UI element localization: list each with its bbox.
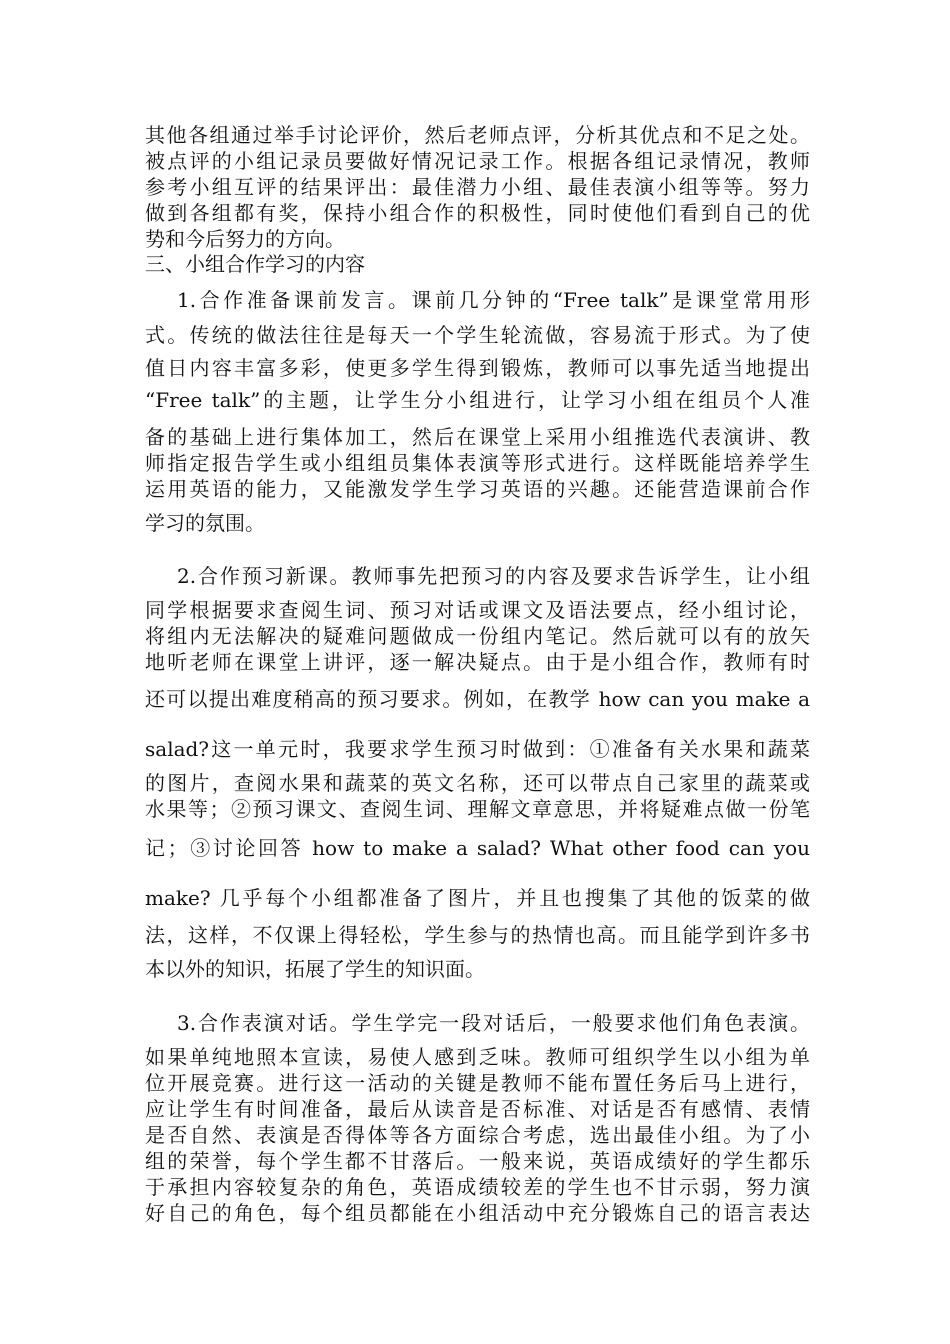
section-heading: 三、小组合作学习的内容 <box>145 252 365 276</box>
text-line: 于承担内容较复杂的角色，英语成绩较差的学生也不甘示弱，努力演 <box>145 1175 810 1199</box>
text-line: 组的荣誉，每个学生都不甘落后。一般来说，英语成绩好的学生都乐 <box>145 1149 810 1173</box>
text-line: 地听老师在课堂上讲评，逐一解决疑点。由于是小组合作，教师有时 <box>145 650 810 674</box>
text-line: 如果单纯地照本宣读，易使人感到乏味。教师可组织学生以小组为单 <box>145 1045 810 1069</box>
text-line: 备的基础上进行集体加工，然后在课堂上采用小组推选代表演讲、教 <box>145 425 810 449</box>
text-line: 是否自然、表演是否得体等各方面综合考虑，选出最佳小组。为了小 <box>145 1123 810 1147</box>
text-line: 位开展竞赛。进行这一活动的关键是教师不能布置任务后马上进行， <box>145 1071 810 1095</box>
text-line: 应让学生有时间准备，最后从读音是否标准、对话是否有感情、表情 <box>145 1097 810 1121</box>
paragraph-first-line: 2.合作预习新课。教师事先把预习的内容及要求告诉学生，让小组 <box>177 564 810 588</box>
text-line: 运用英语的能力，又能激发学生学习英语的兴趣。还能营造课前合作 <box>145 477 810 501</box>
text-line: 值日内容丰富多彩，使更多学生得到锻炼，教师可以事先适当地提出 <box>145 356 810 380</box>
text-line: salad?这一单元时，我要求学生预习时做到：①准备有关水果和蔬菜 <box>145 737 810 761</box>
text-line: make? 几乎每个小组都准备了图片，并且也搜集了其他的饭菜的做 <box>145 886 810 910</box>
text-line: 记；③讨论回答 how to make a salad? What other food can you <box>145 836 810 860</box>
text-line: 学习的氛围。 <box>145 511 265 535</box>
text-line: 师指定报告学生或小组组员集体表演等形式进行。这样既能培养学生 <box>145 451 810 475</box>
paragraph-first-line: 3.合作表演对话。学生学完一段对话后，一般要求他们角色表演。 <box>177 1011 810 1035</box>
text-line: 参考小组互评的结果评出：最佳潜力小组、最佳表演小组等等。努力 <box>145 175 810 199</box>
text-line: 同学根据要求查阅生词、预习对话或课文及语法要点，经小组讨论， <box>145 598 810 622</box>
text-line: 势和今后努力的方向。 <box>145 227 345 251</box>
text-line: 水果等；②预习课文、查阅生词、理解文章意思，并将疑难点做一份笔 <box>145 797 810 821</box>
text-line: 其他各组通过举手讨论评价，然后老师点评，分析其优点和不足之处。 <box>145 123 810 147</box>
text-line: 法，这样，不仅课上得轻松，学生参与的热情也高。而且能学到许多书 <box>145 923 810 947</box>
text-line: “Free talk”的主题，让学生分小组进行，让学习小组在组员个人准 <box>145 388 810 412</box>
text-line: 将组内无法解决的疑难问题做成一份组内笔记。然后就可以有的放矢 <box>145 624 810 648</box>
text-line: 的图片，查阅水果和蔬菜的英文名称，还可以带点自己家里的蔬菜或 <box>145 771 810 795</box>
text-line: 还可以提出难度稍高的预习要求。例如，在教学 how can you make a <box>145 687 810 711</box>
text-line: 好自己的角色，每个组员都能在小组活动中充分锻炼自己的语言表达 <box>145 1201 810 1225</box>
text-line: 被点评的小组记录员要做好情况记录工作。根据各组记录情况，教师 <box>145 149 810 173</box>
text-line: 做到各组都有奖，保持小组合作的积极性，同时使他们看到自己的优 <box>145 201 810 225</box>
text-line: 式。传统的做法往往是每天一个学生轮流做，容易流于形式。为了使 <box>145 323 810 347</box>
text-line: 本以外的知识，拓展了学生的知识面。 <box>145 957 485 981</box>
paragraph-first-line: 1.合作准备课前发言。课前几分钟的“Free talk”是课堂常用形 <box>177 288 810 312</box>
